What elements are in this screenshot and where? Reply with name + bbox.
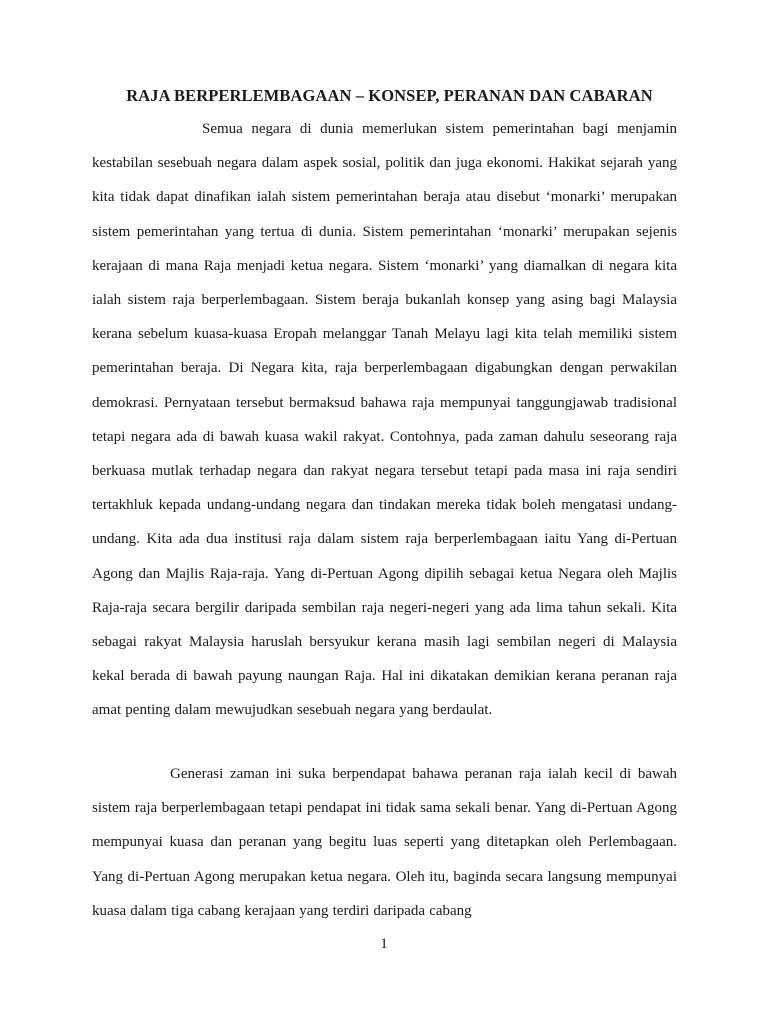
paragraph-1: Semua negara di dunia memerlukan sistem pemerintahan bagi menjamin kestabilan sesebuah negara dalam aspek sosial, politik dan juga ekonomi. Hakikat sejarah yang kita tidak dapat dinafikan ialah sistem pemerintahan beraja atau disebut ‘monarki’ merupakan sistem pemerintahan yang tertua di dunia. Sistem pemerintahan ‘monarki’ merupakan sejenis kerajaan di mana Raja menjadi ketua negara. Sistem ‘monarki’ yang diamalkan di negara kita ialah sistem raja berperlembagaan. Sistem beraja bukanlah konsep yang asing bagi Malaysia kerana sebelum kuasa-kuasa Eropah melanggar Tanah Melayu lagi kita telah memiliki sistem pemerintahan beraja. Di Negara kita, raja berperlembagaan digabungkan dengan perwakilan demokrasi. Pernyataan tersebut bermaksud bahawa raja mempunyai tanggungjawab tradisional tetapi negara ada di bawah kuasa wakil rakyat. Contohnya, pada zaman dahulu seseorang raja berkuasa mutlak terhadap negara dan rakyat negara tersebut tetapi pada masa ini raja sendiri tertakhluk kepada undang-undang negara dan tindakan mereka tidak boleh mengatasi undang-undang. Kita ada dua institusi raja dalam sistem raja berperlembagaan iaitu Yang di-Pertuan Agong dan Majlis Raja-raja. Yang di-Pertuan Agong dipilih sebagai ketua Negara oleh Majlis Raja-raja secara bergilir daripada sembilan raja negeri-negeri yang ada lima tahun sekali. Kita sebagai rakyat Malaysia haruslah bersyukur kerana masih lagi sembilan negeri di Malaysia kekal berada di bawah payung naungan Raja. Hal ini dikatakan demikian kerana peranan raja amat penting dalam mewujudkan sesebuah negara yang berdaulat. (92, 121, 677, 719)
document-title: RAJA BERPERLEMBAGAAN – KONSEP, PERANAN DAN CABARAN (126, 86, 653, 105)
paragraph-2: Generasi zaman ini suka berpendapat bahawa peranan raja ialah kecil di bawah sistem raja berperlembagaan tetapi pendapat ini tidak sama sekali benar. Yang di-Pertuan Agong mempunyai kuasa dan peranan yang begitu luas seperti yang ditetapkan oleh Perlembagaan. Yang di-Pertuan Agong merupakan ketua negara. Oleh itu, baginda secara langsung mempunyai kuasa dalam tiga cabang kerajaan yang terdiri daripada cabang (92, 766, 677, 919)
page-number: 1 (380, 936, 388, 952)
